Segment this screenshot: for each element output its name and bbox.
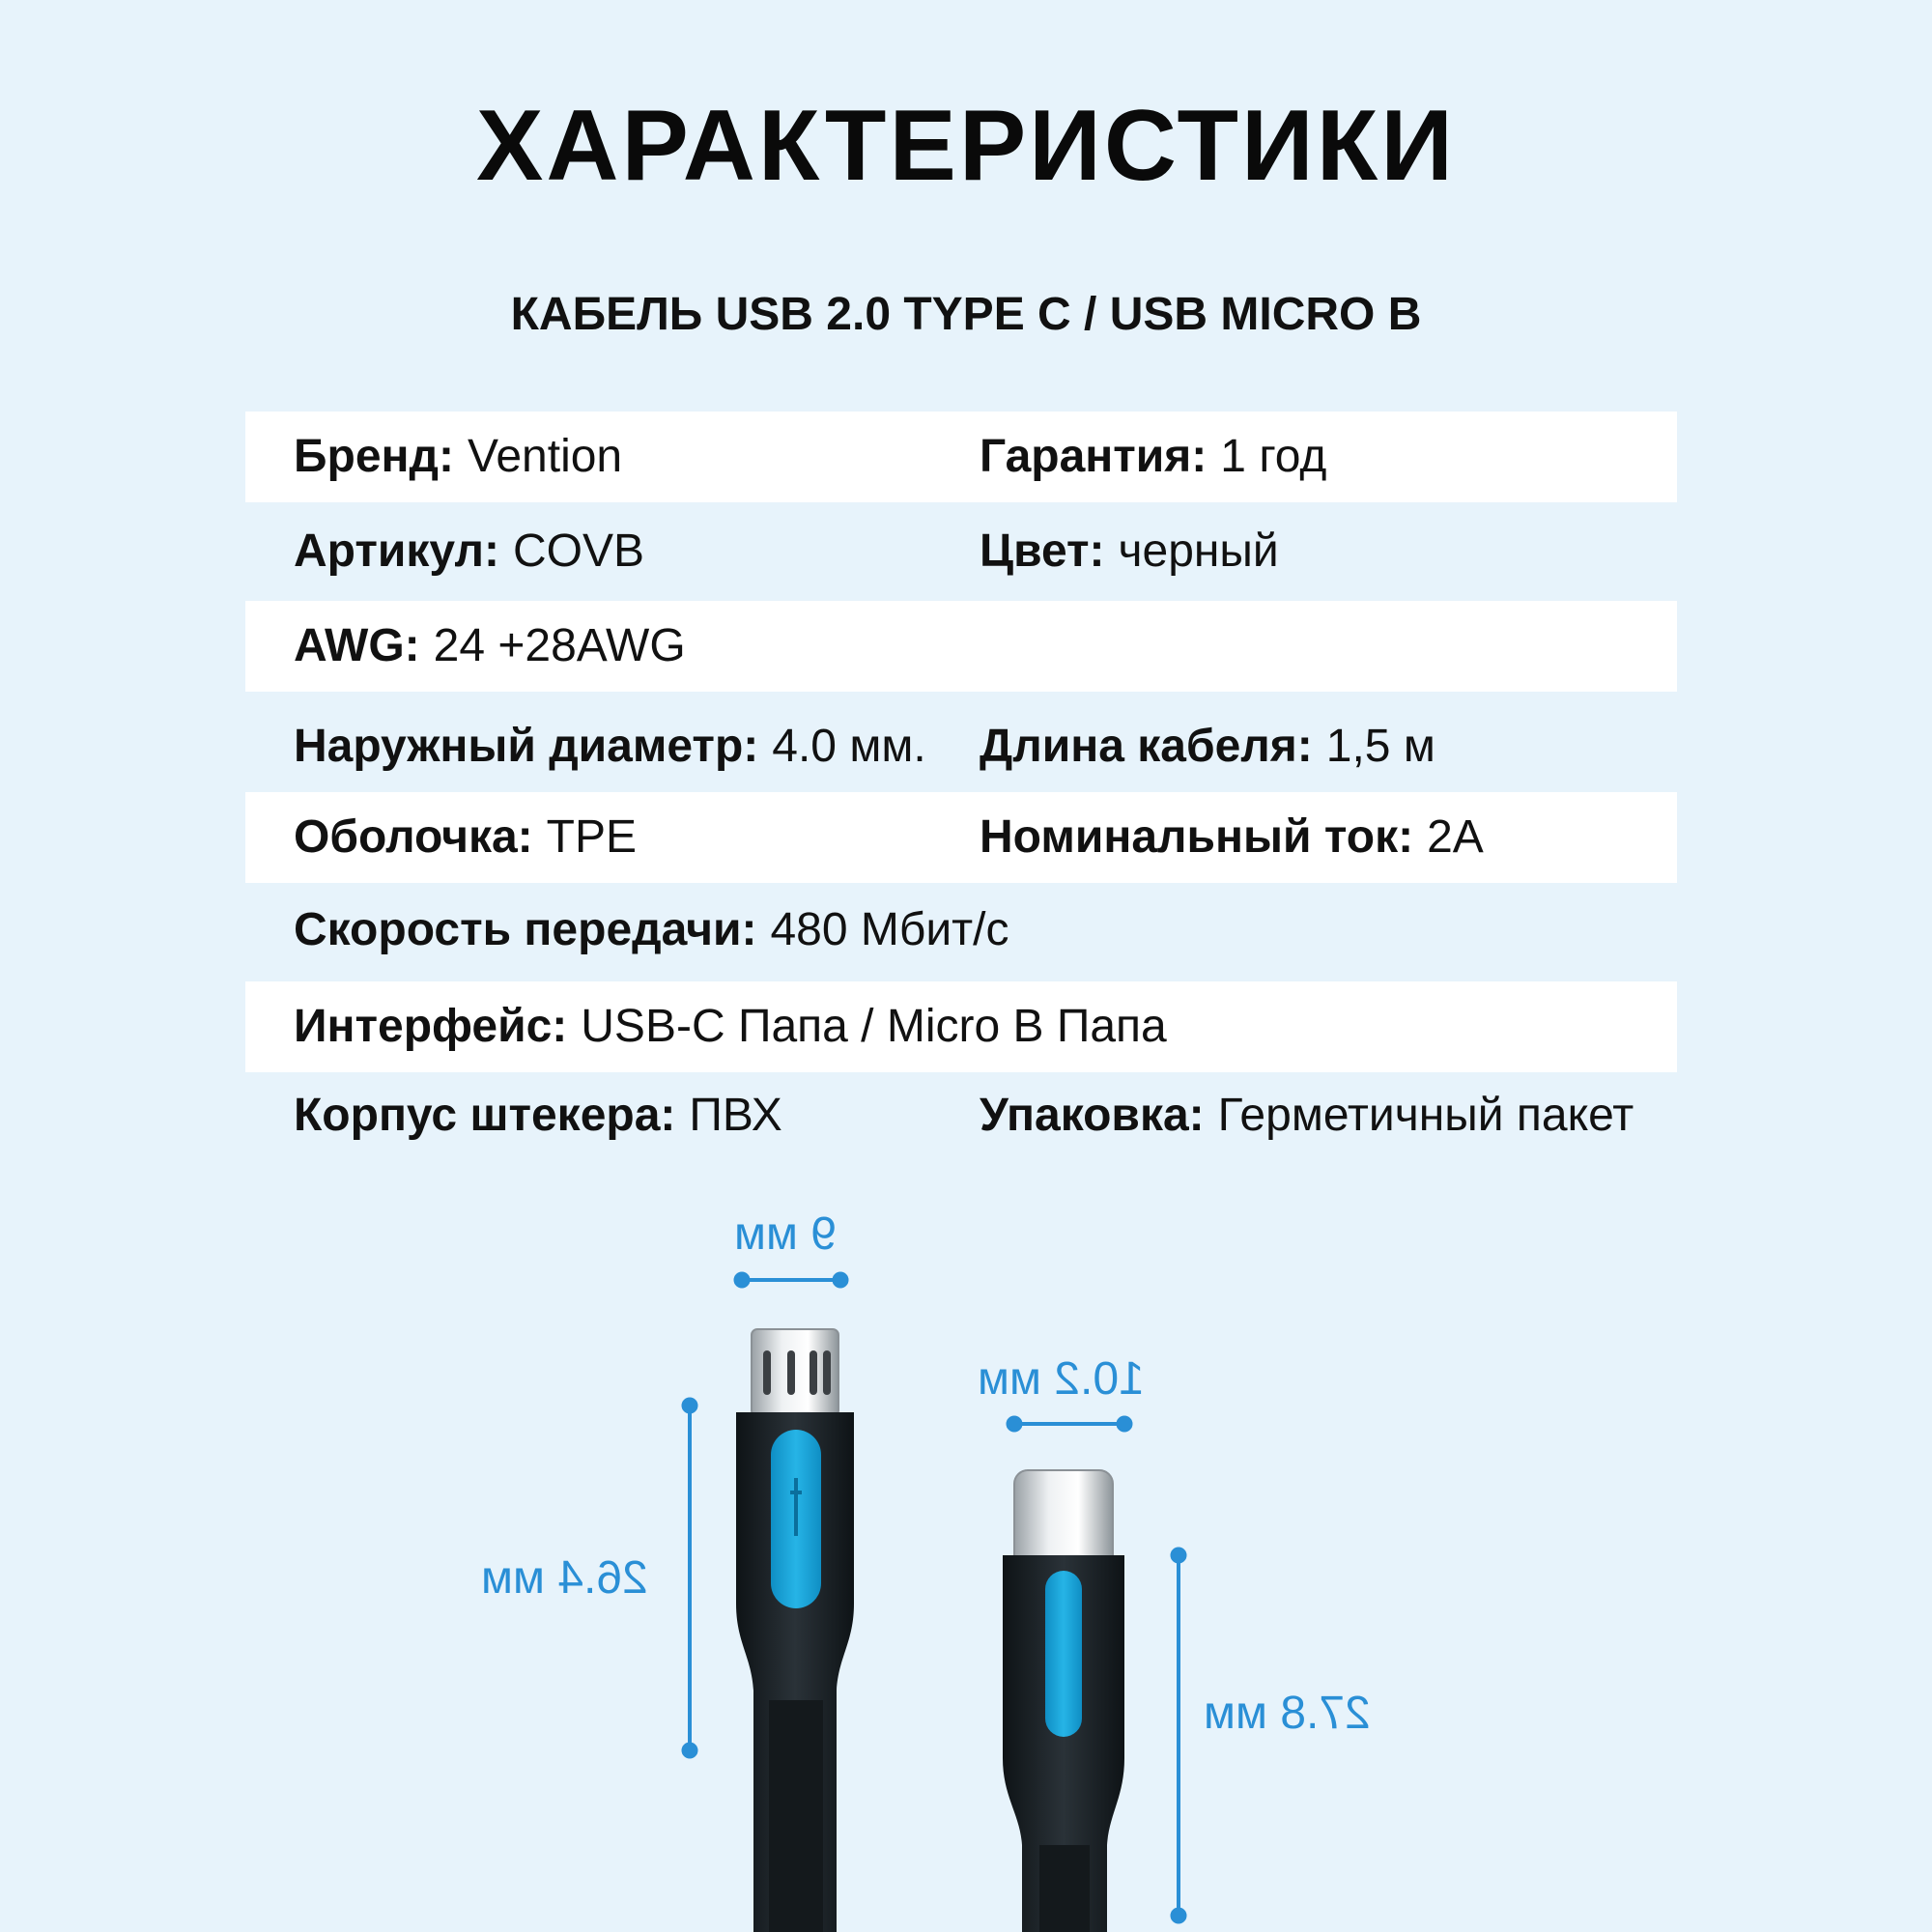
spec-label: Цвет:	[980, 526, 1105, 577]
page-title: ХАРАКТЕРИСТИКИ	[476, 90, 1456, 202]
spec-value: COVB	[512, 526, 644, 577]
spec-value: ПВХ	[689, 1090, 782, 1141]
micro-usb-connector	[736, 1329, 854, 1932]
spec-value: Vention	[467, 431, 623, 482]
spec-label: Корпус штекера:	[294, 1090, 676, 1141]
spec-label: Гарантия:	[980, 431, 1208, 482]
spec-value: 1 год	[1220, 431, 1327, 482]
typec-width-marker	[1007, 1416, 1132, 1432]
spec-value: USB-C Папа / Micro B Папа	[581, 1001, 1167, 1052]
spec-label: Артикул:	[294, 526, 499, 577]
spec-label: Оболочка:	[294, 811, 533, 863]
spec-value: 1,5 м	[1325, 721, 1435, 772]
spec-value: 4.0 мм.	[772, 721, 926, 772]
spec-label: Бренд:	[294, 431, 454, 482]
micro-height-marker	[682, 1398, 697, 1758]
spec-value: Герметичный пакет	[1217, 1090, 1634, 1141]
typec-height-label: 27.8 мм	[1204, 1688, 1371, 1739]
micro-height-label: 26.4 мм	[481, 1552, 648, 1604]
spec-label: Номинальный ток:	[980, 811, 1414, 863]
spec-label: Длина кабеля:	[980, 721, 1313, 772]
spec-value: 24 +28AWG	[433, 620, 686, 671]
spec-label: Интерфейс:	[294, 1001, 568, 1052]
spec-value: 480 Мбит/с	[770, 904, 1009, 955]
typec-height-marker	[1171, 1548, 1186, 1923]
micro-width-marker	[734, 1272, 848, 1288]
spec-value: TPE	[546, 811, 638, 863]
product-subtitle: КАБЕЛЬ USB 2.0 TYPE C / USB MICRO B	[510, 289, 1422, 340]
typec-width-label: 10.2 мм	[978, 1353, 1145, 1405]
spec-label: Скорость передачи:	[294, 904, 757, 955]
spec-label: AWG:	[294, 620, 420, 671]
spec-value: 2A	[1427, 811, 1484, 863]
usb-c-connector	[1003, 1470, 1124, 1932]
micro-width-label: 9 мм	[734, 1208, 838, 1260]
spec-label: Упаковка:	[980, 1090, 1205, 1141]
spec-label: Наружный диаметр:	[294, 721, 759, 772]
spec-value: черный	[1118, 526, 1279, 577]
